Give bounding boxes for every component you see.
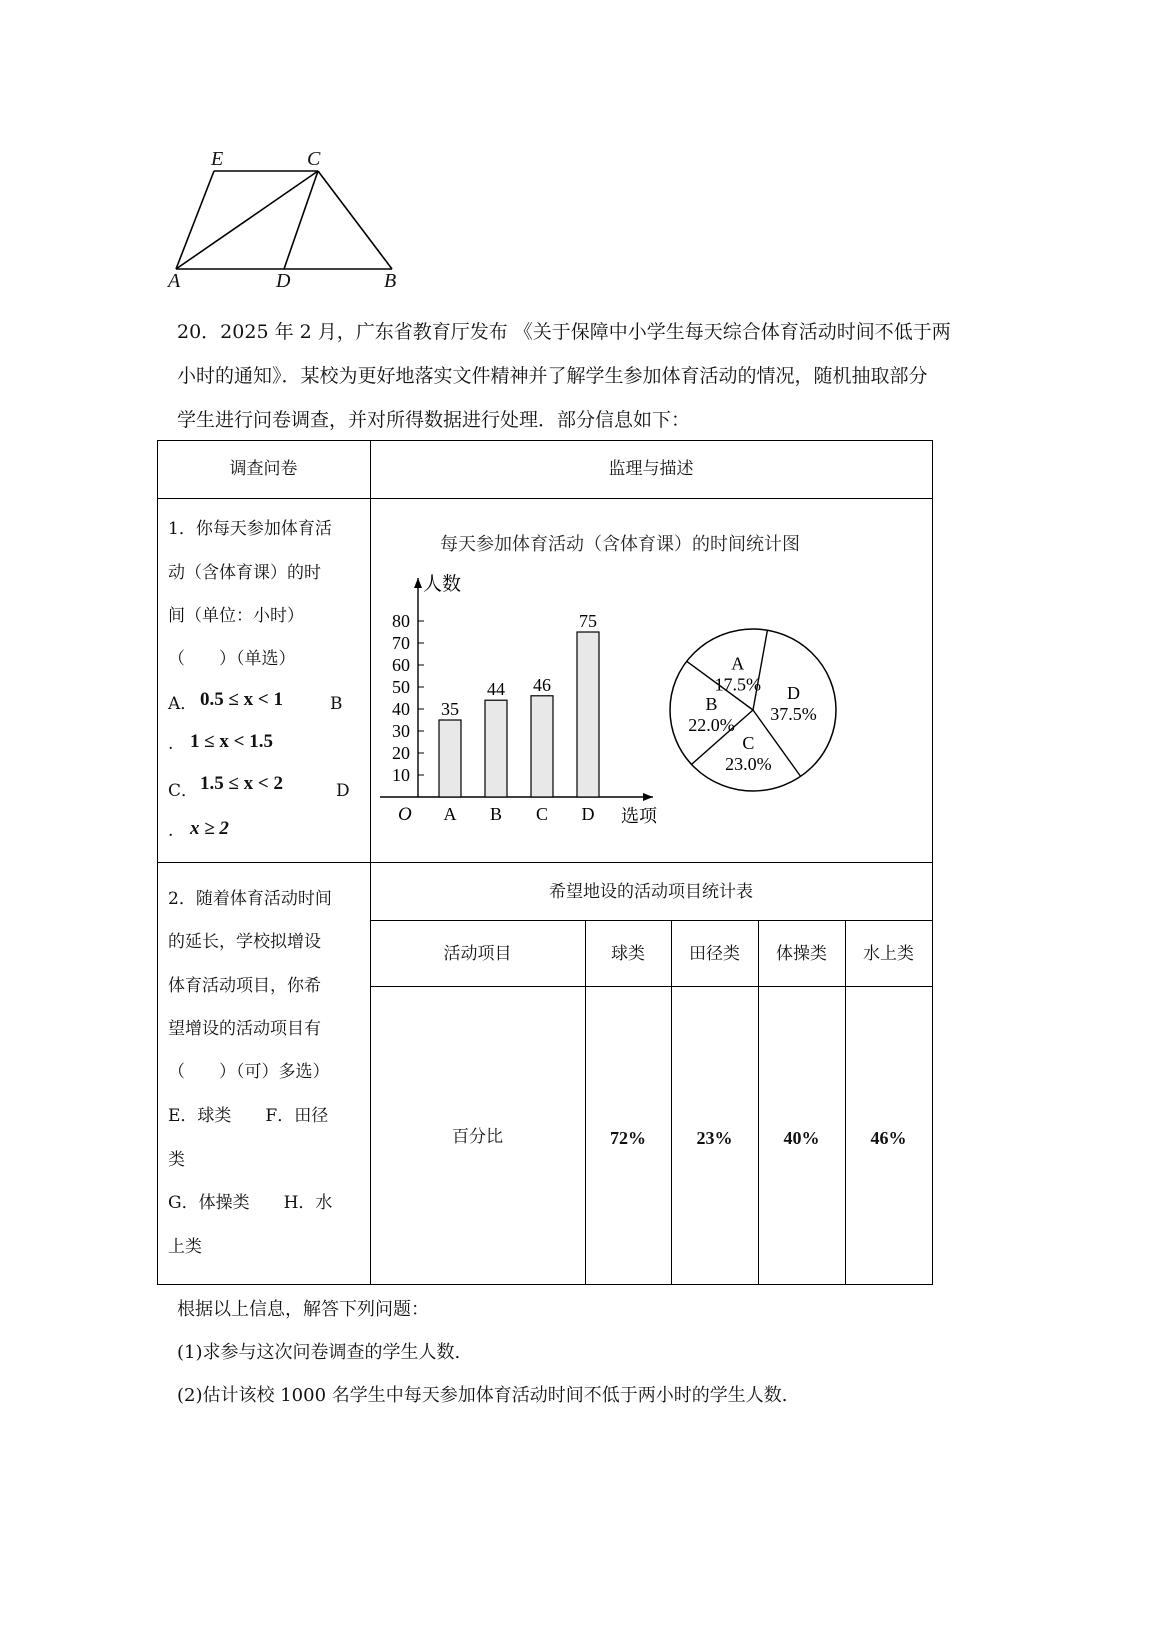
q2-line-6: E．球类 F．田径 <box>168 1106 329 1126</box>
label-D: D <box>276 270 291 292</box>
pie-slice-percent-A: 17.5% <box>714 674 762 695</box>
q1-line-1: 1．你每天参加体育活 <box>168 519 332 539</box>
x-tick-label: B <box>489 804 503 824</box>
bar-value-label: 44 <box>487 679 505 700</box>
pie-slice-label-B: B <box>705 693 718 714</box>
q1-option-d-dot: . <box>168 821 174 841</box>
x-axis-arrow <box>643 793 653 801</box>
q1-line-2: 动（含体育课）的时 <box>168 563 321 583</box>
q1-option-b: 1 ≤ x < 1.5 <box>190 731 274 752</box>
x-tick-label: A <box>443 804 457 824</box>
activity-header-ball: 球类 <box>611 944 645 964</box>
activity-value-ball: 72% <box>610 1128 646 1148</box>
y-tick-label: 40 <box>392 699 410 719</box>
activity-table-title: 希望地设的活动项目统计表 <box>549 882 753 902</box>
y-tick-label: 70 <box>392 633 410 653</box>
bar-value-label: 75 <box>579 611 597 631</box>
q2-line-5: （ ）（可）多选） <box>168 1062 330 1082</box>
q1-option-c-label: C． <box>168 781 199 801</box>
y-tick-label: 20 <box>392 743 410 763</box>
bar-A <box>439 720 461 797</box>
activity-header-water: 水上类 <box>863 944 914 964</box>
bar-value-label: 46 <box>533 674 551 695</box>
origin-label: O <box>398 804 412 825</box>
header-survey: 调查问卷 <box>229 459 298 479</box>
q2-line-9: 上类 <box>168 1237 202 1257</box>
label-B: B <box>384 270 397 292</box>
label-A: A <box>168 270 181 292</box>
problem-line-3: 学生进行问卷调查，并对所得数据进行处理．部分信息如下： <box>177 409 691 431</box>
q1-option-a-label: A． <box>168 694 198 714</box>
q2-line-8: G．体操类 H．水 <box>168 1193 333 1213</box>
pie-slice-label-A: A <box>731 653 745 674</box>
bar-chart <box>375 570 665 835</box>
header-description: 监理与描述 <box>608 459 694 479</box>
pie-slice-percent-C: 23.0% <box>725 754 772 775</box>
y-tick-label: 50 <box>392 677 410 697</box>
y-tick-label: 10 <box>392 765 410 785</box>
chart-title: 每天参加体育活动（含体育课）的时间统计图 <box>440 534 800 555</box>
q1-line-3: 间（单位：小时） <box>168 606 304 626</box>
questions-intro: 根据以上信息，解答下列问题： <box>177 1299 429 1320</box>
q2-line-7: 类 <box>168 1150 185 1170</box>
x-axis-label: 选项 <box>621 806 657 827</box>
q2-line-2: 的延长，学校拟增设 <box>168 932 321 952</box>
segment-CB <box>318 171 392 269</box>
activity-value-water: 46% <box>870 1128 907 1148</box>
problem-line-2: 小时的通知》．某校为更好地落实文件精神并了解学生参加体育活动的情况，随机抽取部分 <box>177 365 928 387</box>
pie-slice-percent-D: 37.5% <box>770 704 817 725</box>
y-axis-label: 人数 <box>423 573 462 595</box>
segment-EA <box>176 171 214 269</box>
y-axis-arrow <box>414 578 422 588</box>
q1-option-b-label: B <box>330 694 343 714</box>
y-tick-label: 80 <box>392 611 410 631</box>
pie-chart <box>665 623 845 793</box>
question-2-text: (2)估计该校 1000 名学生中每天参加体育活动时间不低于两小时的学生人数. <box>177 1385 788 1406</box>
activity-header-item: 活动项目 <box>443 944 512 964</box>
problem-line-1: 20．2025 年 2 月，广东省教育厅发布 《关于保障中小学生每天综合体育活动时间不低于两 <box>177 321 951 343</box>
pie-slice-percent-B: 22.0% <box>688 714 735 735</box>
bar-value-label: 35 <box>441 699 459 719</box>
label-E: E <box>211 148 224 170</box>
q1-option-c: 1.5 ≤ x < 2 <box>200 773 284 794</box>
activity-value-gym: 40% <box>783 1128 820 1148</box>
q1-line-4: （ ）（单选） <box>168 649 296 669</box>
segment-AC <box>176 171 318 269</box>
q2-line-3: 体育活动项目，你希 <box>168 976 321 996</box>
segment-DC <box>284 171 318 269</box>
q1-option-a: 0.5 ≤ x < 1 <box>200 689 284 710</box>
activity-value-track: 23% <box>696 1128 733 1148</box>
x-tick-label: D <box>581 804 595 824</box>
q2-line-1: 2．随着体育活动时间 <box>168 889 332 909</box>
question-1-text: (1)求参与这次问卷调查的学生人数. <box>177 1342 461 1363</box>
q2-line-4: 望增设的活动项目有 <box>168 1019 321 1039</box>
y-tick-label: 30 <box>392 721 410 741</box>
label-C: C <box>307 148 321 170</box>
bar-D <box>577 632 599 797</box>
q1-option-d: x ≥ 2 <box>190 818 229 839</box>
bar-C <box>531 696 553 797</box>
q1-option-b-dot: . <box>168 734 174 754</box>
activity-header-gym: 体操类 <box>776 944 827 964</box>
activity-header-track: 田径类 <box>689 944 740 964</box>
bar-B <box>485 700 507 797</box>
y-tick-label: 60 <box>392 655 410 675</box>
x-tick-label: C <box>535 804 549 824</box>
q1-option-d-label: D <box>336 781 350 801</box>
pie-slice-label-C: C <box>742 733 755 754</box>
pie-slice-label-D: D <box>787 683 801 704</box>
activity-row-label: 百分比 <box>452 1127 503 1147</box>
